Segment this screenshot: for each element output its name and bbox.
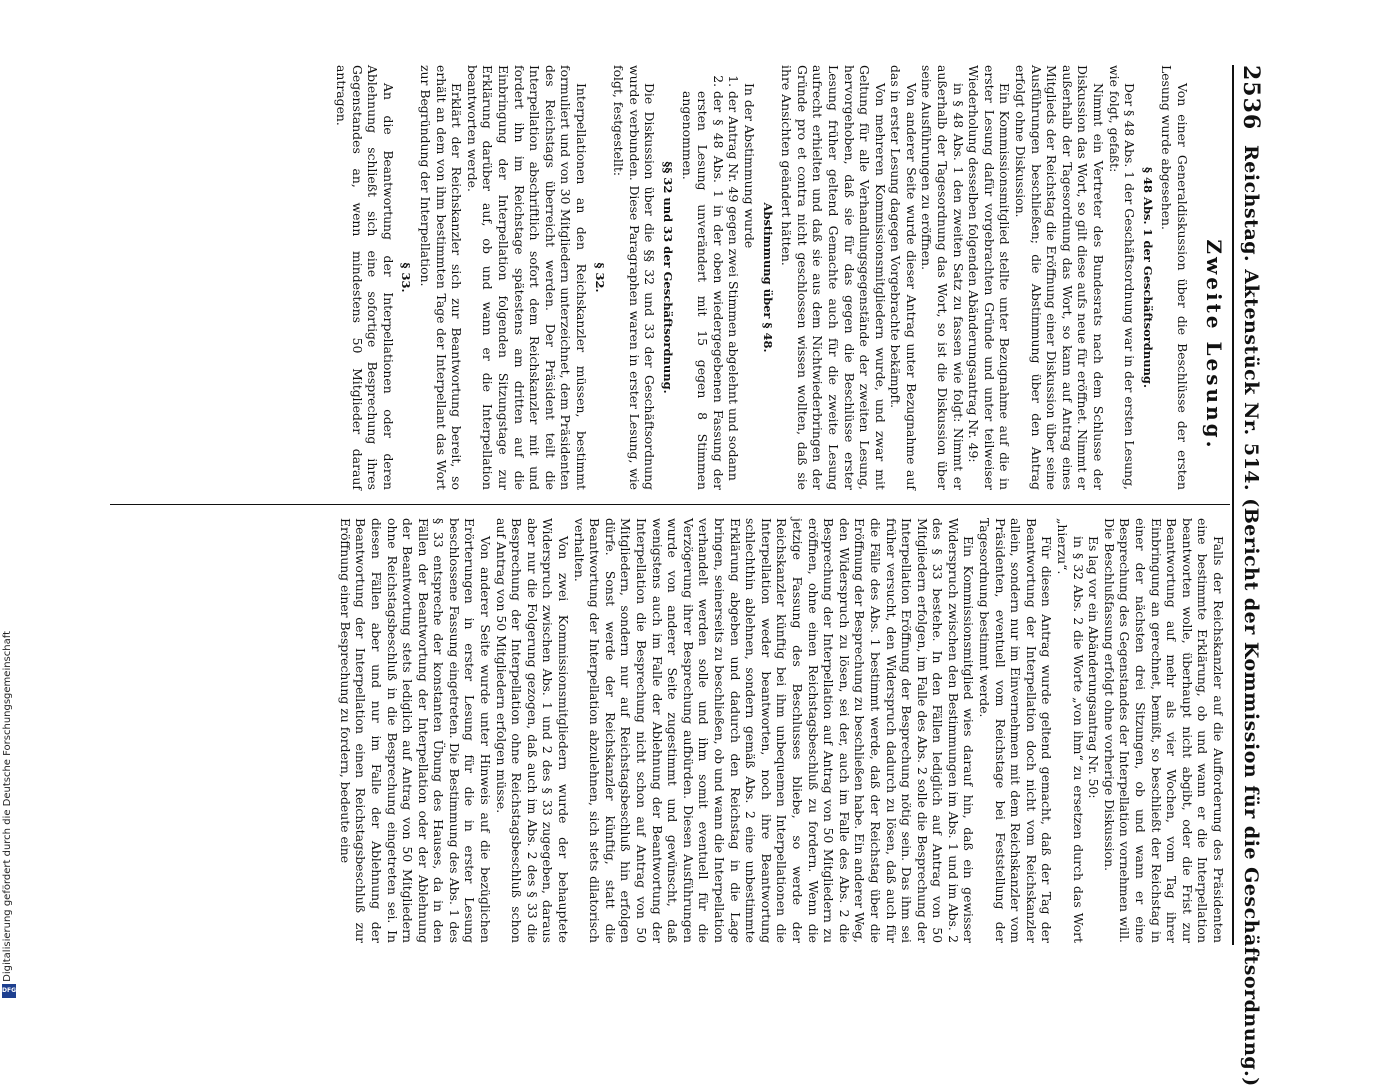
running-head: Reichstag. Aktenstück Nr. 514. (Bericht der Kommission für die Geschäftsordnung.) [1240,145,1262,1087]
list-item: 1. der Antrag Nr. 49 gegen zwei Stimmen abgelehnt und sodann [726,91,742,490]
page-number: 2536 [1238,65,1264,131]
paragraph: Es lag vor ein Abänderungsantrag Nr. 50: [1086,536,1102,799]
dfg-logo: DFG [2,984,16,998]
scanned-page [90,65,1270,1087]
quoted-paragraph: Falls der Reichskanzler auf die Aufforderung des Präsidenten eine bestimmte Erklärung, ob und wann er die Interpellation beantworten wolle, überhaupt nicht abgibt, oder die Frist zur Beantwortung auf mehr als vier Wochen, vom Tag ihrer Einbringung an gerechnet, bemißt, so beschließt der Reichstag in einer der nächsten drei Sitzungen, ob und wann er eine Besprechung des Gegenstandes der Interpellation vornehmen will. Die Beschlußfassung erfolgt ohne vorherige Diskussion. [1101,518,1226,943]
left-column [110,65,1190,490]
quoted-paragraph: in § 32 Abs. 2 die Worte „von ihm“ zu ersetzen durch das Wort „hierzu“. [1055,518,1086,943]
quoted-paragraph: Nimmt ein Vertreter des Bundesrats nach dem Schlusse der Diskussion das Wort, so gilt diese aufs neue für eröffnet. Nimmt er außerhalb der Tagesordnung das Wort, so kann auf Antrag eines Mitglieds der Reichstag die Eröffnung einer Diskussion über seine Ausführungen beschließen; die Abstimmung über den Antrag erfolgt ohne Diskussion. [1013,65,1107,490]
paragraph: Ein Kommissionsmitglied stellte unter Bezugnahme auf die in erster Lesung dafür vorgebrachten Gründe und unter teilweiser Wiederholung desselben folgenden Abänderungsantrag Nr. 49: [966,65,1013,490]
credit-strip [0,0,18,1000]
paragraph: Von mehreren Kommissionsmitgliedern wurde, und zwar mit Geltung für alle Verhandlungsgegenstände der zweiten Lesung, hervorgehoben, daß sie für das gegen die Beschlüsse erster Lesung früher geltend Gemachte auch für die zweite Lesung aufrecht erhielten und daß sie aus dem Nichtwiederbringen der Gründe pro et contra nicht geschlossen wissen wollten, daß sie ihre Ansichten geändert hätten. [779,65,888,490]
vote-list [679,65,741,490]
paragraph: Die Diskussion über die §§ 32 und 33 der Geschäftsordnung wurde verbunden. Diese Paragraphen waren in erster Lesung, wie folgt, festgestellt: [611,65,658,490]
quoted-paragraph: An die Beantwortung der Interpellationen oder deren Ablehnung schließt sich eine sofortige Besprechung ihres Gegenstandes an, wenn mindestens 50 Mitglieder darauf antragen. [334,65,396,490]
page-header [1232,65,1270,1087]
paragraph: Der § 48 Abs. 1 der Geschäftsordnung war in der ersten Lesung, wie folgt, gefaßt: [1106,65,1138,490]
quoted-paragraph: Erklärt der Reichskanzler sich zur Beantwortung bereit, so erhält an dem von ihm bestimmten Tage der Interpellant das Wort zur Begründung der Interpellation. [418,65,465,490]
paragraph: Von zwei Kommissionsmitgliedern wurde der behauptete Widerspruch zwischen Abs. 1 und 2 des § 33 zugegeben, daraus aber nur die Folgerung gezogen, daß auch im Abs. 2 des § 33 die Besprechung der Interpellation ohne Reichstagsbeschluß schon auf Antrag von 50 Mitgliedern erfolgen müsse. [493,518,572,943]
paragraph: In der Abstimmung wurde [741,83,757,249]
section-heading: §§ 32 und 33 der Geschäftsordnung. [661,161,675,394]
list-item: 2. der § 48 Abs. 1 in der oben wiedergegebenen Fassung der ersten Lesung unverändert mit 15 gegen 8 Stimmen angenommen. [679,91,726,490]
quoted-paragraph: Interpellationen an den Reichskanzler müssen, bestimmt formuliert und von 30 Mitgliedern unterzeichnet, dem Präsidenten des Reichstags überreicht werden. Der Präsident teilt die Interpellation abschriftlich sofort dem Reichskanzler mit und fordert ihn im Reichstage spätestens am dritten auf die Einbringung der Interpellation folgenden Sitzungstage zur Erklärung darüber auf, ob und wann er die Interpellation beantworten werde. [464,65,590,490]
paragraph: Von anderer Seite wurde unter Hinweis auf die bezüglichen Erörterungen in erster Lesung für die in erster Lesung beschlossene Fassung eingetreten. Die Bestimmung des Abs. 1 des § 33 entspreche der konstanten Übung des Hauses, da in den Fällen der Beantwortung der Interpellation oder der Ablehnung der Beantwortung stets lediglich auf Antrag von 50 Mitgliedern ohne Reichstagsbeschluß in die Besprechung eingetreten sei. In diesen Fällen aber und nur im Falle der Ablehnung der Beantwortung der Interpellation einen Reichstagsbeschluß zur Eröffnung einer Besprechung zu fordern, bedeute eine [337,518,494,943]
paragraph: Ein Kommissionsmitglied wies darauf hin, daß ein gewisser Widerspruch zwischen den Bestimmungen im Abs. 1 und im Abs. 2 des § 33 bestehe. In den Fällen lediglich auf Antrag von 50 Mitgliedern erfolgen, im Falle des Abs. 2 solle die Besprechung der Interpellation Eröffnung der Besprechung nötig sein. Das ihm sei früher versucht, den Widerspruch dadurch zu lösen, daß auch für die Fälle des Abs. 1 bestimmt werde, daß der Reichstag über die Eröffnung der Besprechung zu beschließen habe. Ein anderer Weg, den Widerspruch zu lösen, sei der, auch im Falle des Abs. 2 die Besprechung der Interpellation auf Antrag von 50 Mitgliedern zu eröffnen, ohne einen Reichstagsbeschluß zu fordern. Wenn die jetzige Fassung des Beschlusses bliebe, so werde der Reichskanzler künftig bei ihm unbequemen Interpellationen die Interpellation weder beantworten, noch ihre Beantwortung schlechthin ablehnen, sondern gemäß Abs. 2 eine unbestimmte Erklärung abgeben und dadurch den Reichstag in die Lage bringen, seinerseits zu beschließen, ob und wann die Interpellation verhandelt werden solle und ihm somit eventuell für die Verzögerung ihrer Besprechung aufbürden. Diesen Ausführungen wurde von anderer Seite zugestimmt und gewünscht, daß wenigstens auch im Falle der Ablehnung der Beantwortung der Interpellation die Besprechung nicht schon auf Antrag von 50 Mitgliedern, sondern nur auf Reichstagsbeschluß hin erfolgen dürfe. Sonst werde der Reichskanzler künftig, statt die Beantwortung der Interpellation abzulehnen, sich stets dilatorisch verhalten. [571,518,977,943]
page-content [90,65,1270,1087]
section-heading: § 32. [592,262,607,293]
paragraph: Von einer Generaldiskussion über die Beschlüsse der ersten Lesung wurde abgesehen. [1159,65,1190,490]
section-heading: § 48 Abs. 1 der Geschäftsordnung. [1140,167,1155,388]
column-divider [110,504,1230,505]
right-column [110,518,1226,943]
paragraph: Von anderer Seite wurde dieser Antrag unter Bezugnahme auf das in erster Lesung dagegen Vorgebrachte bekämpft. [888,65,919,490]
funding-credit: Digitalisierung gefördert durch die Deutsche Forschungsgemeinschaft [2,631,13,982]
quoted-paragraph: in § 48 Abs. 1 den zweiten Satz zu fassen wie folgt: Nimmt er außerhalb der Tagesordnung das Wort, so ist die Diskussion über seine Ausführungen zu eröffnen. [919,65,966,490]
section-title: Zweite Lesung. [1202,239,1226,451]
section-heading: § 33. [399,262,414,293]
paragraph: Für diesen Antrag wurde geltend gemacht, daß der Tag der Beantwortung der Interpellation doch nicht vom Reichskanzler allein, sondern nur im Einvernehmen mit dem Reichskanzler vom Präsidenten, eventuell vom Reichstage bei Feststellung der Tagesordnung bestimmt werde. [977,518,1055,943]
section-heading: Abstimmung über § 48. [760,202,775,353]
